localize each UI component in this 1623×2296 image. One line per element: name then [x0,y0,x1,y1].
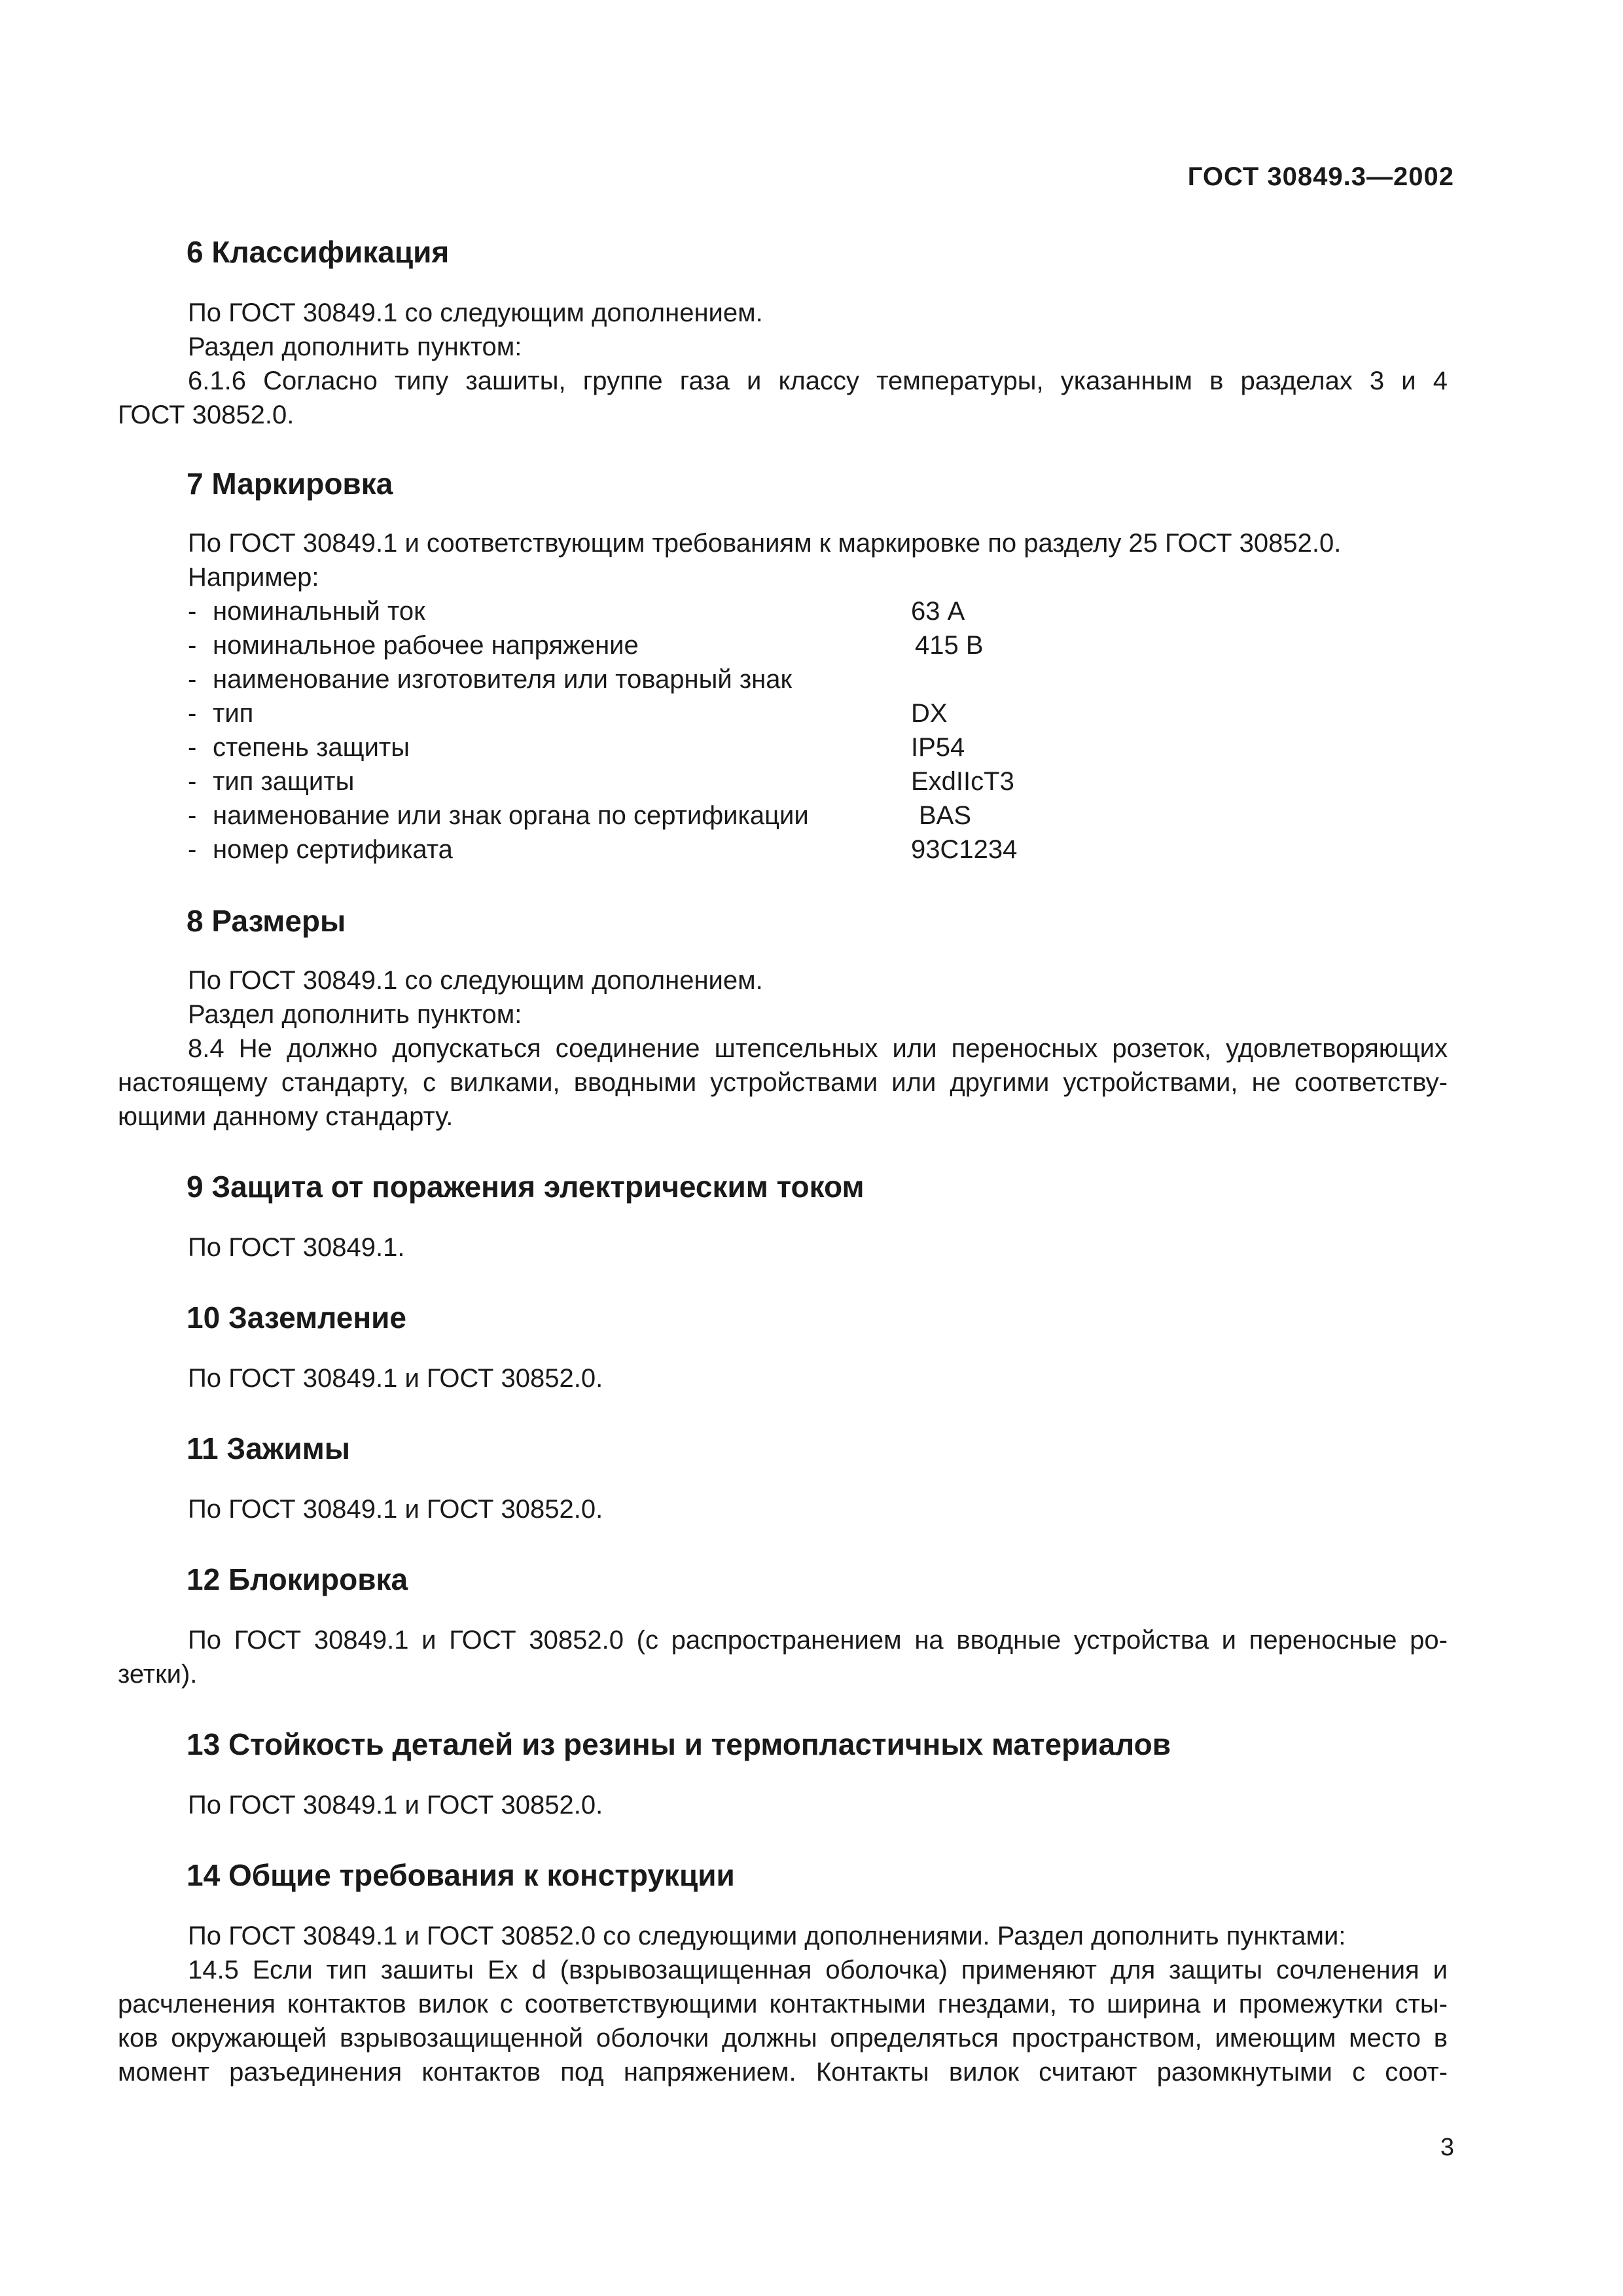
marking-item-value: IP54 [911,733,965,762]
section-8-line-5: ющими данному стандарту. [118,1102,454,1131]
section-14-line-4: ков окружающей взрывозащищенной оболочки должны определяться пространством, имеющим место в [118,2024,1448,2053]
section-14-line-1: По ГОСТ 30849.1 и ГОСТ 30852.0 со следующими дополнениями. Раздел дополнить пунктами: [188,1922,1346,1950]
marking-item: - номинальное рабочее напряжение [188,631,639,660]
section-6-line-3: 6.1.6 Согласно типу зашиты, группе газа и классу температуры, указанным в разделах 3 и 4 [188,367,1448,395]
marking-item: - степень защиты [188,733,410,762]
marking-item-label: номинальный ток [213,597,425,626]
marking-item-value: DX [911,699,948,728]
document-header: ГОСТ 30849.3—2002 [1187,162,1454,191]
section-11-line-1: По ГОСТ 30849.1 и ГОСТ 30852.0. [188,1495,603,1524]
section-14-title: 14 Общие требования к конструкции [187,1858,735,1892]
section-12-line-2: зетки). [118,1660,198,1689]
section-14-line-5: момент разъединения контактов под напряжением. Контакты вилок считают разомкнутыми с соот- [118,2058,1448,2087]
marking-item: - тип [188,699,254,728]
marking-item-value: 63 А [911,597,965,626]
section-8-line-2: Раздел дополнить пунктом: [188,1000,522,1029]
section-7-line-2: Например: [188,563,319,592]
section-13-line-1: По ГОСТ 30849.1 и ГОСТ 30852.0. [188,1791,603,1820]
section-10-title: 10 Заземление [187,1300,407,1335]
section-8-line-3: 8.4 Не должно допускаться соединение штепсельных или переносных розеток, удовлетворяющих [188,1034,1448,1063]
section-14-line-2: 14.5 Если тип зашиты Ex d (взрывозащищенная оболочка) применяют для защиты сочленения и [188,1956,1448,1984]
marking-item-label: наименование или знак органа по сертификации [213,801,809,830]
section-14-line-3: расчленения контактов вилок с соответствующими контактными гнездами, то ширина и промежутки сты- [118,1990,1448,2018]
marking-item-label: степень защиты [213,733,410,762]
marking-item-value: 415 В [915,631,984,660]
marking-item: - тип защиты [188,767,355,796]
marking-item-label: наименование изготовителя или товарный знак [213,665,792,694]
marking-item-label: номинальное рабочее напряжение [213,631,639,660]
section-12-line-1: По ГОСТ 30849.1 и ГОСТ 30852.0 (с распространением на вводные устройства и переносные ро- [188,1626,1448,1655]
section-7-title: 7 Маркировка [187,467,393,501]
section-6-line-2: Раздел дополнить пунктом: [188,332,522,361]
marking-item: - номер сертификата [188,835,453,864]
marking-item-value: ExdIIcT3 [911,767,1014,796]
section-8-line-4: настоящему стандарту, с вилками, вводными устройствами или другими устройствами, не соответству- [118,1068,1448,1097]
marking-item-value: 93С1234 [911,835,1018,864]
section-9-title: 9 Защита от поражения электрическим током [187,1170,865,1204]
section-13-title: 13 Стойкость деталей из резины и термопластичных материалов [187,1727,1171,1761]
section-9-line-1: По ГОСТ 30849.1. [188,1233,405,1262]
marking-item: - наименование или знак органа по сертификации [188,801,809,830]
marking-item: - номинальный ток [188,597,425,626]
section-10-line-1: По ГОСТ 30849.1 и ГОСТ 30852.0. [188,1364,603,1393]
section-8-line-1: По ГОСТ 30849.1 со следующим дополнением. [188,966,763,995]
marking-item-label: тип [213,699,254,728]
section-6-line-4: ГОСТ 30852.0. [118,401,294,429]
section-8-title: 8 Размеры [187,904,346,938]
marking-item-label: номер сертификата [213,835,453,864]
section-11-title: 11 Зажимы [187,1431,351,1465]
marking-item-label: тип защиты [213,767,355,796]
page-number: 3 [1440,2134,1454,2161]
section-12-title: 12 Блокировка [187,1562,408,1596]
section-6-line-1: По ГОСТ 30849.1 со следующим дополнением. [188,298,763,327]
section-7-line-1: По ГОСТ 30849.1 и соответствующим требованиям к маркировке по разделу 25 ГОСТ 30852.0. [188,529,1342,558]
marking-item-value: BAS [919,801,972,830]
marking-item: - наименование изготовителя или товарный знак [188,665,792,694]
section-6-title: 6 Классификация [187,235,450,269]
